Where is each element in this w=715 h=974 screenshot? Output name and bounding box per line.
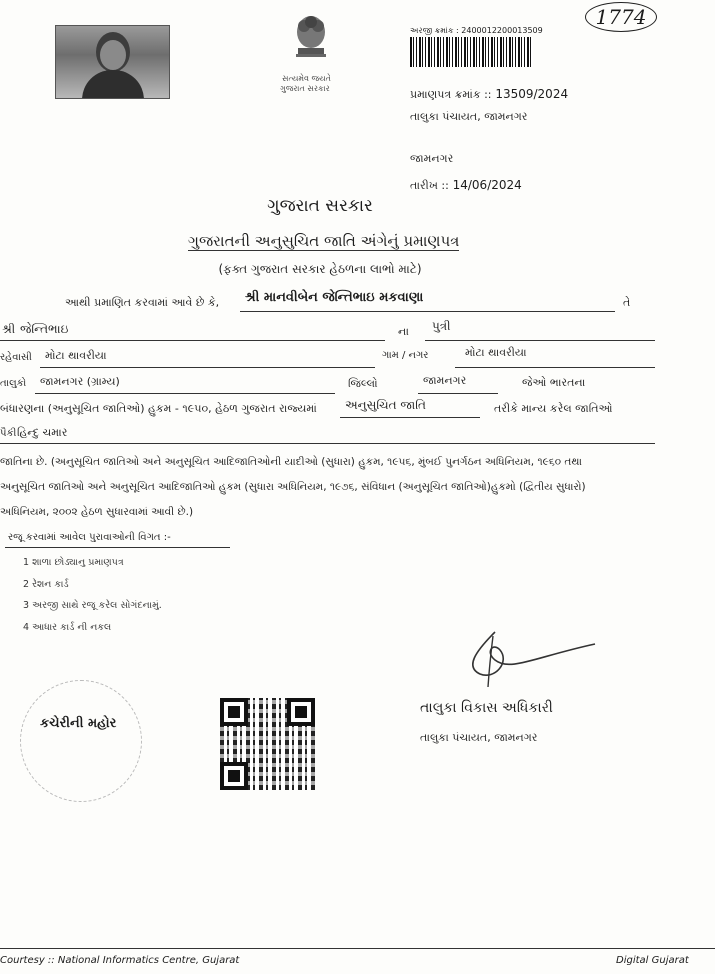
state-emblem-icon — [276, 4, 346, 72]
taluka-label: તાલુકો — [0, 378, 27, 389]
barcode — [410, 37, 533, 67]
village-label: ગામ / નગર — [382, 350, 429, 361]
document-item: 1 શાળા છોડ્યાનુ પ્રમાણપત્ર — [23, 557, 124, 568]
applicant-name: શ્રી માનવીબેન જેન્તિભાઇ મકવાણા — [245, 290, 424, 305]
district: જામનગર — [423, 374, 467, 387]
certificate-number: 13509/2024 — [495, 87, 569, 101]
caste: હિન્દુ ચમાર — [17, 426, 68, 439]
resident: મોટા થાવરીયા — [45, 349, 107, 362]
na-text: ના — [398, 325, 409, 338]
issuing-office: તાલુકા પંચાયત, જામનગર — [410, 110, 528, 123]
application-number: અરજી ક્રમાંક : 2400012200013509 — [410, 26, 543, 35]
qr-code — [220, 698, 315, 790]
issue-date: 14/06/2024 — [452, 178, 522, 192]
place: જામનગર — [410, 152, 454, 165]
constitution-text: બંધારણના (અનુસૂચિત જાતિઓ) હુકમ - ૧૯૫૦, હેઠળ ગુજરાત રાજ્યમાં — [0, 402, 317, 415]
certify-text: આથી પ્રમાણિત કરવામાં આવે છે કે, — [65, 296, 220, 309]
te-text: તે — [623, 296, 631, 309]
documents-heading: રજૂ કરવામાં આવેલ પુરાવાઓની વિગત :- — [8, 532, 171, 543]
caste-prefix: પૈકી — [0, 428, 17, 439]
relation: પુત્રી — [432, 319, 451, 333]
footer-courtesy: Courtesy :: National Informatics Centre, Gujarat — [0, 955, 240, 966]
legal-para-line2: અનુસૂચિત જાતિઓ અને અનુસૂચિત આદિજાતિઓ હુકમ (સુધારા અધિનિયમ, ૧૯૭૬, સંવિધાન (અનુસૂચિત જાતિઓ)હુકમો (દ્વિતીય સુધારો) — [0, 481, 586, 493]
emblem-caption: સત્યમેવ જયતે — [282, 74, 331, 83]
applicant-photo — [55, 25, 170, 99]
officer-title: તાલુકા વિકાસ અધિકારી — [420, 700, 553, 716]
taluka: જામનગર (ગ્રામ્ય) — [40, 375, 120, 388]
father-prefix: શ્રી — [2, 322, 16, 336]
caste-type: અનુસુચિત જાતિ — [345, 398, 426, 412]
resident-label: રહેવાસી — [0, 352, 32, 363]
date-label: તારીખ :: — [410, 179, 449, 192]
footer — [0, 948, 715, 973]
officer-office: તાલુકા પંચાયત, જામનગર — [420, 731, 538, 744]
handwritten-number: 1774 — [585, 2, 657, 32]
india-text: જેઓ ભારતના — [522, 376, 586, 389]
certificate-title: ગુજરાતની અનુસુચિત જાતિ અંગેનું પ્રમાણપત્ર — [188, 232, 460, 250]
certificate-number-label: પ્રમાણપત્ર ક્રમાંક :: — [410, 88, 492, 101]
recognized-text: તરીકે માન્ય કરેલ જાતિઓ — [494, 402, 613, 415]
date-row — [410, 178, 522, 193]
emblem-caption-govt: ગુજરાત સરકાર — [280, 84, 330, 93]
village: મોટા થાવરીયા — [465, 346, 527, 359]
legal-para-line1: જાતિના છે. (અનુસૂચિત જાતિઓ અને અનુસૂચિત આદિજાતિઓની યાદીઓ (સુધારા) હુકમ, ૧૯૫૬, મુંબઈ પુનર્ગઠન અધિનિયમ, ૧૯૬૦ તથા — [0, 456, 582, 468]
certificate-subtitle: (ફક્ત ગુજરાત સરકાર હેઠળના લાભો માટે) — [218, 262, 422, 276]
government-title: ગુજરાત સરકાર — [267, 196, 373, 216]
legal-para-line3: અધિનિયમ, ૨૦૦૨ હેઠળ સુધારવામાં આવી છે.) — [0, 506, 194, 518]
officer-signature-icon — [455, 622, 605, 692]
document-item: 3 અરજી સાથે રજૂ કરેલ સોગંદનામું. — [23, 600, 162, 611]
footer-digital-gujarat: Digital Gujarat — [616, 955, 689, 966]
office-stamp-label: કચેરીની મહોર — [40, 716, 117, 731]
district-label: જિલ્લો — [348, 377, 378, 390]
office-stamp-circle — [20, 680, 142, 802]
document-item: 4 આધાર કાર્ડ ની નકલ — [23, 622, 112, 633]
document-item: 2 રેશન કાર્ડ — [23, 579, 69, 590]
father-name: જેન્તિભાઇ — [20, 322, 69, 336]
certificate-number-row — [410, 87, 568, 102]
